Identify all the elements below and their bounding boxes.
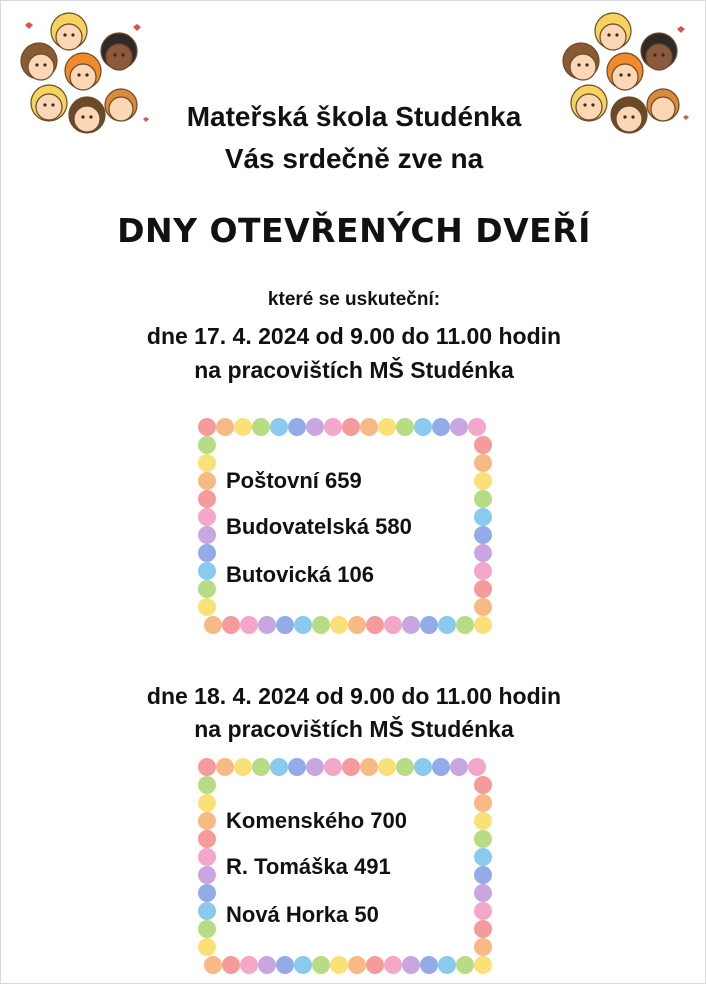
frame-dot (276, 956, 294, 974)
frame-dot (474, 616, 492, 634)
frame-dot (258, 616, 276, 634)
intro-text: které se uskuteční: (267, 289, 441, 310)
frame-dot (198, 436, 216, 454)
frame-dot (474, 454, 492, 472)
frame-dot (468, 418, 486, 436)
frame-dot (198, 812, 216, 830)
school-name: Mateřská škola Studénka (186, 101, 522, 132)
frame-dot (378, 758, 396, 776)
frame-dot (360, 418, 378, 436)
event-headline: DNY OTEVŘENÝCH DVEŘÍ (117, 211, 591, 250)
frame-dot (198, 848, 216, 866)
frame-dot (252, 418, 270, 436)
frame-dot (276, 616, 294, 634)
frame-dot (294, 956, 312, 974)
frame-dot (474, 776, 492, 794)
frame-dot (474, 598, 492, 616)
frame-dot (198, 758, 216, 776)
event-date-1: dne 17. 4. 2024 od 9.00 do 11.00 hodin (146, 323, 562, 349)
frame-dot (474, 848, 492, 866)
frame-dot (234, 418, 252, 436)
frame-dot (198, 544, 216, 562)
frame-dot (474, 794, 492, 812)
frame-dot (198, 472, 216, 490)
frame-dot (420, 956, 438, 974)
frame-dot (474, 812, 492, 830)
frame-dot (324, 758, 342, 776)
frame-dot (414, 418, 432, 436)
frame-dot (294, 616, 312, 634)
frame-dot (474, 508, 492, 526)
frame-dot (330, 616, 348, 634)
frame-dot (474, 920, 492, 938)
address-frame-2 (198, 758, 492, 974)
event-place-2: na pracovištích MŠ Studénka (194, 716, 514, 742)
frame-dot (474, 436, 492, 454)
address-item: Poštovní 659 (226, 468, 362, 493)
frame-dot (312, 956, 330, 974)
frame-dot (396, 758, 414, 776)
invitation-line: Vás srdečně zve na (224, 143, 484, 174)
frame-dot (324, 418, 342, 436)
frame-dot (270, 418, 288, 436)
frame-dot (198, 454, 216, 472)
event-place-1: na pracovištích MŠ Studénka (194, 357, 514, 383)
frame-dot (420, 616, 438, 634)
frame-dot (288, 418, 306, 436)
frame-dot (198, 938, 216, 956)
frame-dot (204, 956, 222, 974)
frame-dot (384, 956, 402, 974)
frame-dot (198, 866, 216, 884)
frame-dot (438, 956, 456, 974)
frame-dot (366, 616, 384, 634)
frame-dot (402, 956, 420, 974)
frame-dot (474, 956, 492, 974)
frame-dot (438, 616, 456, 634)
frame-dot (198, 794, 216, 812)
frame-dot (474, 472, 492, 490)
frame-dot (306, 758, 324, 776)
frame-dot (396, 418, 414, 436)
frame-dot (198, 490, 216, 508)
frame-dot (450, 758, 468, 776)
frame-dot (342, 418, 360, 436)
frame-dot (360, 758, 378, 776)
frame-dot (234, 758, 252, 776)
frame-dot (240, 956, 258, 974)
frame-dot (198, 526, 216, 544)
frame-dot (474, 902, 492, 920)
address-item: Nová Horka 50 (226, 902, 379, 927)
frame-dot (198, 418, 216, 436)
frame-dot (474, 938, 492, 956)
frame-dot (384, 616, 402, 634)
frame-dot (252, 758, 270, 776)
frame-dot (198, 776, 216, 794)
frame-dot (198, 508, 216, 526)
frame-dot (474, 490, 492, 508)
frame-dot (474, 562, 492, 580)
address-item: Budovatelská 580 (226, 514, 412, 539)
frame-dot (366, 956, 384, 974)
frame-dot (474, 580, 492, 598)
frame-dot (198, 562, 216, 580)
frame-dot (414, 758, 432, 776)
frame-dot (288, 758, 306, 776)
frame-dot (330, 956, 348, 974)
frame-dot (270, 758, 288, 776)
frame-dot (222, 616, 240, 634)
event-date-2: dne 18. 4. 2024 od 9.00 do 11.00 hodin (146, 683, 562, 709)
frame-dot (450, 418, 468, 436)
frame-dot (456, 616, 474, 634)
frame-dot (312, 616, 330, 634)
frame-dot (306, 418, 324, 436)
frame-dot (198, 884, 216, 902)
frame-dot (402, 616, 420, 634)
frame-dot (198, 580, 216, 598)
frame-dot (204, 616, 222, 634)
frame-dot (198, 902, 216, 920)
frame-dot (474, 884, 492, 902)
frame-dot (240, 616, 258, 634)
address-item: Butovická 106 (226, 562, 374, 587)
frame-dot (198, 830, 216, 848)
frame-dot (342, 758, 360, 776)
address-item: Komenského 700 (226, 808, 407, 833)
frame-dot (474, 866, 492, 884)
frame-dot (216, 758, 234, 776)
frame-dot (216, 418, 234, 436)
frame-dot (432, 418, 450, 436)
frame-dot (474, 830, 492, 848)
frame-dot (456, 956, 474, 974)
frame-dot (198, 920, 216, 938)
address-item: R. Tomáška 491 (226, 854, 391, 879)
frame-dot (258, 956, 276, 974)
frame-dot (348, 616, 366, 634)
frame-dot (348, 956, 366, 974)
frame-dot (198, 598, 216, 616)
address-frame-1 (198, 418, 492, 634)
frame-dot (432, 758, 450, 776)
frame-dot (378, 418, 396, 436)
frame-dot (474, 544, 492, 562)
frame-dot (222, 956, 240, 974)
frame-dot (468, 758, 486, 776)
frame-dot (474, 526, 492, 544)
